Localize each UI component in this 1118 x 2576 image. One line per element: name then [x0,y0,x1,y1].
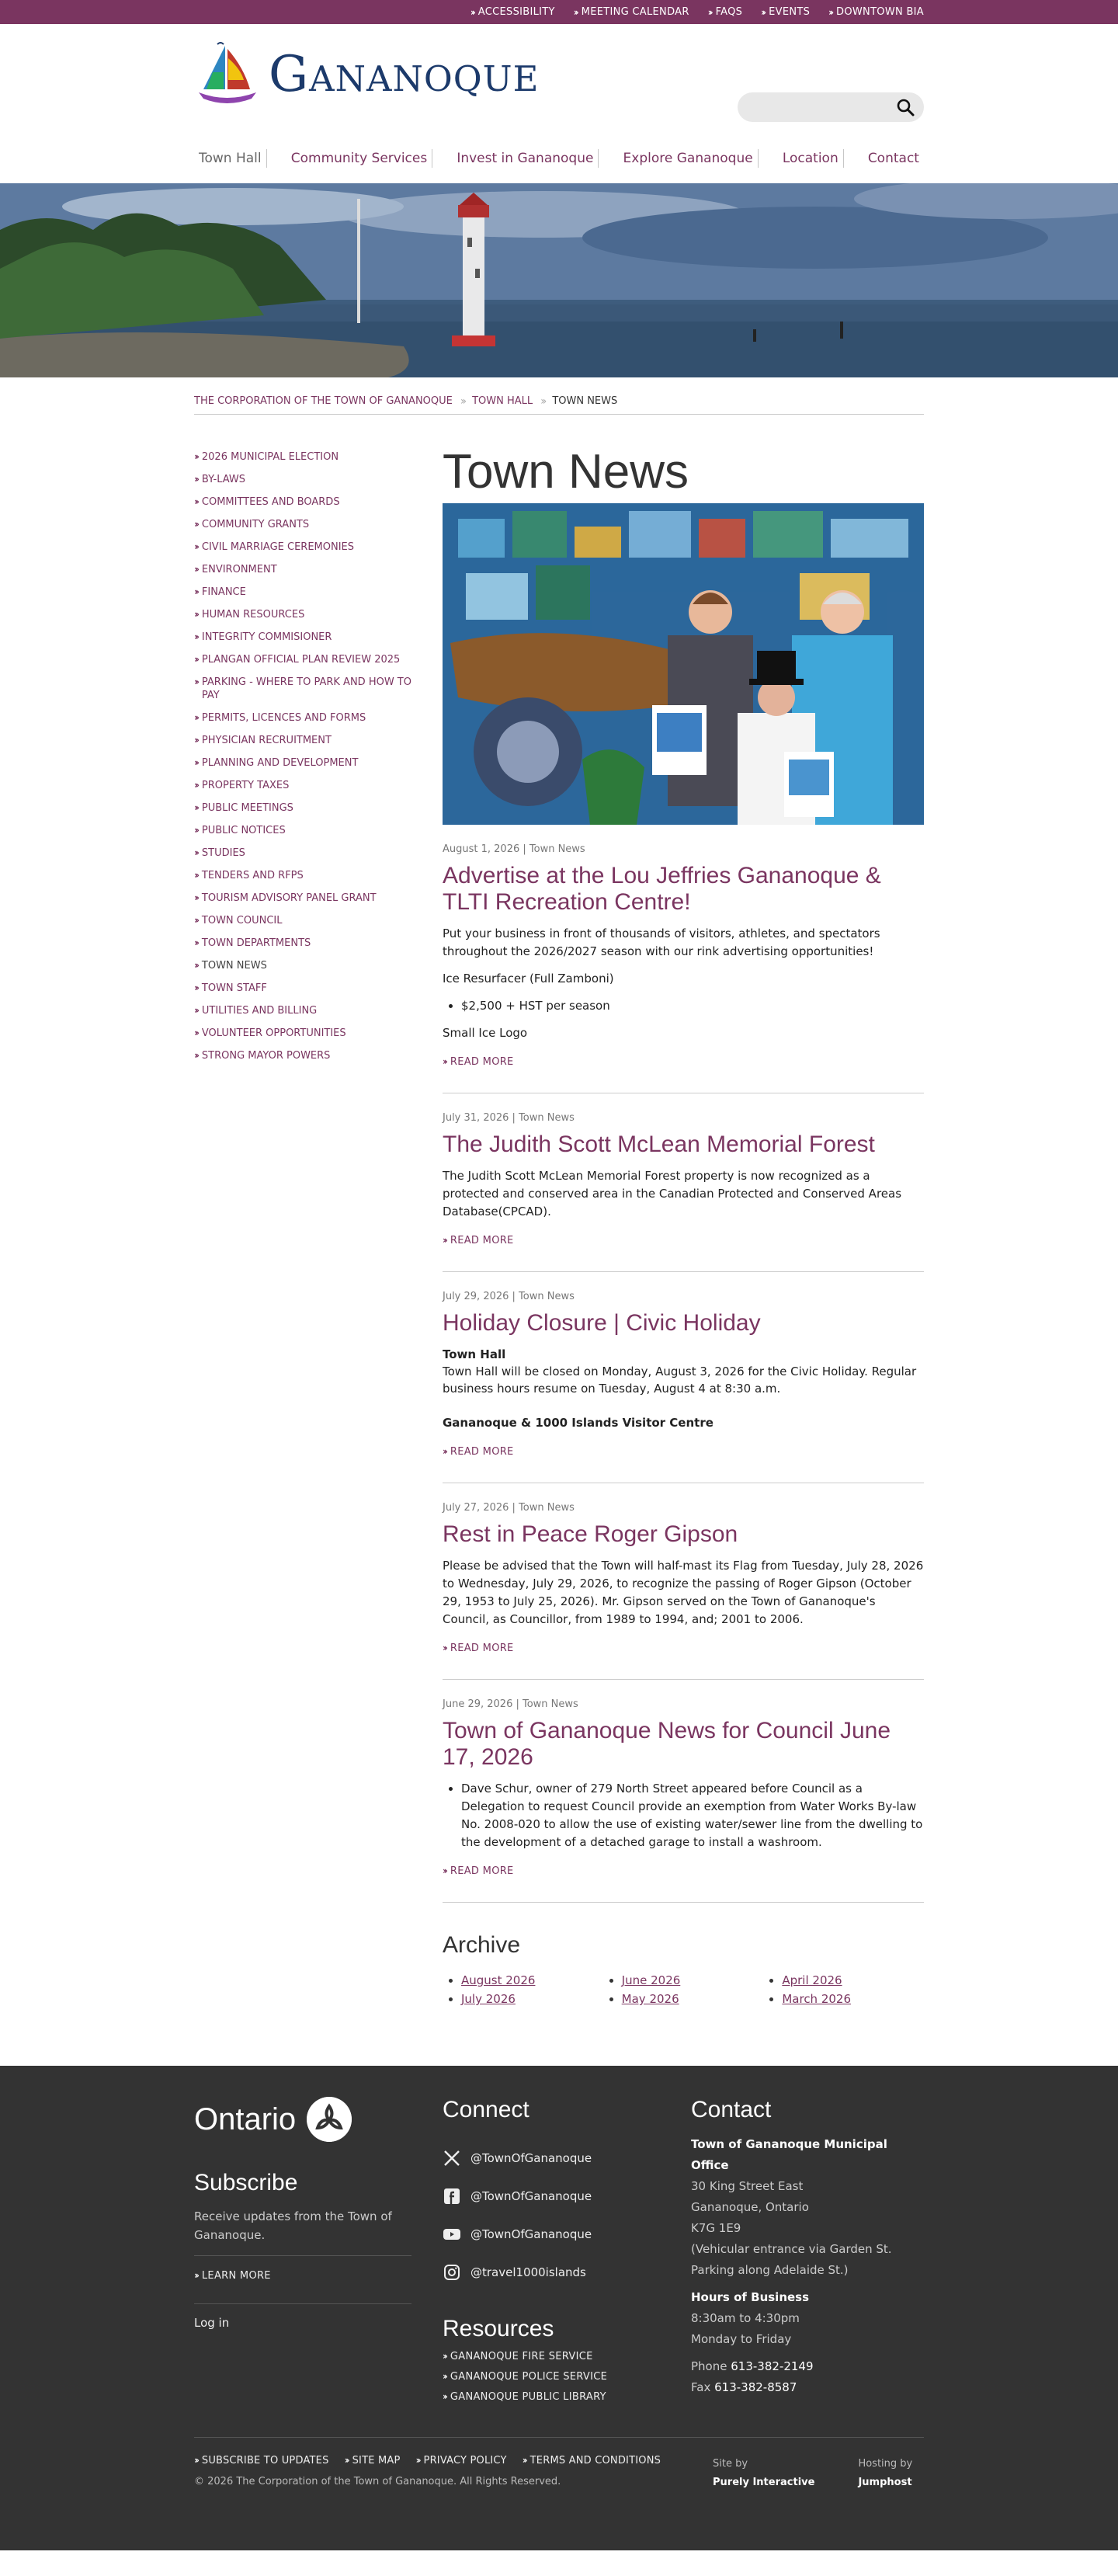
utility-bar [0,0,1118,24]
contact-title: Contact [691,2097,772,2122]
post-bullet: • Dave Schur, owner of 279 North Street appeared before Council as a Delegation to request Council provide an exemption from Water Works By-law No. 2008-020 to allow the use of existing water/sewer line from the dwelling to the development of a detached garage to install a washroom. [461,1780,924,1851]
learn-more-link[interactable]: ›› LEARN MORE [194,2270,271,2282]
social-instagram[interactable]: @travel1000islands [443,2253,691,2291]
subscribe-text: Receive updates from the Town of Gananoque. [194,2209,392,2242]
chevron-right-icon: ›› [194,1005,197,1016]
fax-number: 613-382-8587 [714,2380,797,2394]
chevron-right-icon: ›› [443,1235,446,1246]
news-post [443,1272,924,1483]
sidebar-item[interactable]: ›› TOWN COUNCIL [194,915,283,926]
search-box [738,92,924,122]
subscribe-title: Subscribe [194,2170,298,2195]
breadcrumb [194,388,924,415]
footer-link-privacy[interactable]: ›› PRIVACY POLICY [415,2455,507,2466]
sailboat-logo-icon [194,41,259,108]
news-post [443,1483,924,1680]
connect-title: Connect [443,2097,529,2122]
chevron-right-icon: ›› [194,654,197,665]
chevron-right-icon: ›› [522,2455,526,2466]
archive-link[interactable]: May 2026 [621,1992,679,2006]
sidebar-item[interactable]: ›› STRONG MAYOR POWERS [194,1050,331,1062]
sidebar-item[interactable]: ›› CIVIL MARRIAGE CEREMONIES [194,541,355,553]
featured-news-image[interactable] [443,503,924,825]
youtube-icon [443,2225,461,2244]
social-facebook[interactable]: @TownOfGananoque [443,2177,691,2215]
read-more-link[interactable]: ›› READ MORE [443,1865,514,1877]
nav-community-services[interactable]: Community Services [286,149,432,168]
nav-town-hall[interactable]: Town Hall [194,149,267,168]
resource-link-police[interactable]: ›› GANANOQUE POLICE SERVICE [443,2371,608,2383]
read-more-link[interactable]: ›› READ MORE [443,1643,514,1654]
post-title-link[interactable]: Rest in Peace Roger Gipson [443,1521,738,1547]
phone-link[interactable]: 613-382-2149 [731,2359,814,2373]
copyright: © 2026 The Corporation of the Town of Gananoque. All Rights Reserved. [194,2476,561,2487]
archive-link[interactable]: August 2026 [461,1973,536,1987]
news-post [443,825,924,1093]
sidebar-item[interactable]: ›› PARKING - WHERE TO PARK AND HOW TO PAY [194,676,411,701]
sidebar-item[interactable]: ›› PLANGAN OFFICIAL PLAN REVIEW 2025 [194,654,401,666]
sidebar-item[interactable]: ›› HUMAN RESOURCES [194,609,305,621]
post-excerpt: Put your business in front of thousands of visitors, athletes, and spectators throughout the 2026/2027 season with our rink advertising opportunities! [443,926,880,958]
post-title-link[interactable]: Town of Gananoque News for Council June 17, 2026 [443,1718,891,1770]
ontario-trillium-icon [307,2097,352,2142]
chevron-right-icon: ›› [194,825,197,836]
archive-title: Archive [443,1932,521,1958]
sidebar-item[interactable]: ›› TENDERS AND RFPS [194,870,304,881]
chevron-right-icon: ›› [194,586,197,597]
x-twitter-icon [443,2149,461,2168]
post-excerpt: The Judith Scott McLean Memorial Forest property is now recognized as a protected and conserved area in the Canadian Protected and Conserved Areas Database(CPCAD). [443,1169,902,1218]
archive-link[interactable]: June 2026 [621,1973,681,1987]
footer-link-terms[interactable]: ›› TERMS AND CONDITIONS [522,2455,661,2466]
post-meta: July 27, 2026 | Town News [443,1502,575,1514]
chevron-right-icon: ›› [194,937,197,948]
sidebar-item[interactable]: ›› VOLUNTEER OPPORTUNITIES [194,1027,346,1039]
facebook-icon [443,2187,461,2206]
sidebar-item[interactable]: ›› PLANNING AND DEVELOPMENT [194,757,359,769]
post-bullet: • $2,500 + HST per season [461,997,924,1015]
chevron-right-icon: ›› [828,6,832,18]
chevron-right-icon: ›› [194,496,197,507]
utility-link-downtown-bia[interactable]: ›› DOWNTOWN BIA [828,6,924,18]
utility-link-meeting-calendar[interactable]: ›› MEETING CALENDAR [573,6,689,18]
archive-link[interactable]: April 2026 [782,1973,842,1987]
footer-link-subscribe[interactable]: ›› SUBSCRIBE TO UPDATES [194,2455,329,2466]
post-subheading: Gananoque & 1000 Islands Visitor Centre [443,1416,714,1430]
hosting-link[interactable]: Jumphost [858,2477,912,2488]
chevron-right-icon: ›› [194,676,197,687]
news-post [443,1093,924,1272]
section-sidebar-nav [194,446,427,2008]
main-content [443,446,924,2008]
read-more-link[interactable]: ›› READ MORE [443,1056,514,1068]
chevron-right-icon: ›› [194,1027,197,1038]
nav-contact[interactable]: Contact [867,151,919,166]
sidebar-item-current[interactable]: ›› TOWN NEWS [194,960,267,972]
chevron-right-icon: ›› [470,6,474,18]
breadcrumb-link-corporation[interactable]: THE CORPORATION OF THE TOWN OF GANANOQUE [194,395,453,407]
instagram-icon [443,2263,461,2282]
sidebar-item[interactable]: ›› ENVIRONMENT [194,564,277,575]
site-credit: Site by Purely Interactive [713,2458,815,2488]
post-meta: July 29, 2026 | Town News [443,1291,575,1302]
chevron-right-icon: ›› [443,2391,446,2402]
search-icon[interactable] [896,98,915,116]
resources-title: Resources [443,2316,554,2341]
utility-link-accessibility[interactable]: ›› ACCESSIBILITY [470,6,555,18]
sidebar-item[interactable]: ›› TOWN STAFF [194,982,267,994]
archive-section [443,1932,924,2008]
sidebar-item[interactable]: ›› UTILITIES AND BILLING [194,1005,318,1017]
nav-invest[interactable]: Invest in Gananoque [452,149,599,168]
chevron-right-icon: ›› [415,2455,419,2466]
chevron-right-icon: ›› [540,395,545,408]
sidebar-item[interactable]: ›› PUBLIC MEETINGS [194,802,293,814]
post-meta: August 1, 2026 | Town News [443,843,585,855]
nav-location[interactable]: Location [778,149,844,168]
utility-link-faqs[interactable]: ›› FAQS [707,6,743,18]
site-footer [0,2066,1118,2550]
read-more-link[interactable]: ›› READ MORE [443,1235,514,1246]
hero-banner-image [0,183,1118,377]
post-title-link[interactable]: Holiday Closure | Civic Holiday [443,1310,761,1336]
sidebar-item[interactable]: ›› PROPERTY TAXES [194,780,290,791]
chevron-right-icon: ›› [194,564,197,575]
breadcrumb-link-town-hall[interactable]: TOWN HALL [472,395,533,407]
chevron-right-icon: ›› [194,474,197,485]
chevron-right-icon: ›› [707,6,711,18]
chevron-right-icon: ›› [344,2455,348,2466]
site-name: Gananoque [269,46,540,103]
chevron-right-icon: ›› [443,1643,446,1653]
chevron-right-icon: ›› [194,757,197,768]
post-excerpt: Small Ice Logo [443,1026,528,1040]
archive-link[interactable]: July 2026 [461,1992,516,2006]
chevron-right-icon: ›› [460,395,465,408]
contact-info: Town of Gananoque Municipal Office 30 King Street East Gananoque, Ontario K7G 1E9 (Vehicular entrance via Garden St. Parking along Adelaide St.) Hours of Business 8:30am to 4:30pm Monday to Friday Phone 613-382-2149 Fax 613-382-8587 [691,2137,892,2394]
resource-link-library[interactable]: ›› GANANOQUE PUBLIC LIBRARY [443,2391,606,2403]
chevron-right-icon: ›› [573,6,577,18]
post-subheading: Town Hall [443,1347,506,1361]
post-meta: July 31, 2026 | Town News [443,1112,575,1124]
chevron-right-icon: ›› [194,960,197,971]
chevron-right-icon: ›› [443,2351,446,2362]
sidebar-item[interactable]: ›› COMMITTEES AND BOARDS [194,496,340,508]
main-nav [194,149,924,168]
post-excerpt: Ice Resurfacer (Full Zamboni) [443,972,614,986]
sidebar-item[interactable]: ›› PERMITS, LICENCES AND FORMS [194,712,366,724]
chevron-right-icon: ›› [443,1446,446,1457]
footer-bottom [194,2437,924,2492]
post-title-link[interactable]: The Judith Scott McLean Memorial Forest [443,1132,875,1157]
sidebar-item[interactable]: ›› INTEGRITY COMMISIONER [194,631,332,643]
chevron-right-icon: ›› [194,915,197,926]
site-header [0,24,1118,166]
chevron-right-icon: ›› [194,735,197,746]
sidebar-item[interactable]: ›› TOWN DEPARTMENTS [194,937,311,949]
chevron-right-icon: ›› [443,1865,446,1876]
news-post [443,1680,924,1903]
chevron-right-icon: ›› [194,847,197,858]
utility-link-events[interactable]: ›› EVENTS [761,6,811,18]
divider [194,2255,411,2256]
social-x[interactable]: @TownOfGananoque [443,2139,691,2177]
login-link[interactable]: Log in [194,2316,230,2330]
site-logo[interactable] [194,41,539,108]
chevron-right-icon: ›› [194,982,197,993]
sidebar-item[interactable]: ›› PUBLIC NOTICES [194,825,286,836]
chevron-right-icon: ›› [443,1056,446,1067]
chevron-right-icon: ›› [761,6,765,18]
sidebar-item[interactable]: ›› COMMUNITY GRANTS [194,519,310,530]
footer-link-sitemap[interactable]: ›› SITE MAP [344,2455,401,2466]
chevron-right-icon: ›› [194,1050,197,1061]
social-youtube[interactable]: @TownOfGananoque [443,2215,691,2253]
hours-title: Hours of Business [691,2290,810,2304]
lighthouse-scene [0,183,1118,377]
read-more-link[interactable]: ›› READ MORE [443,1446,514,1458]
sidebar-item[interactable]: ›› STUDIES [194,847,245,859]
chevron-right-icon: ›› [194,451,197,462]
chevron-right-icon: ›› [194,519,197,530]
chevron-right-icon: ›› [194,631,197,642]
chevron-right-icon: ›› [194,2455,197,2466]
chevron-right-icon: ›› [194,609,197,620]
chevron-right-icon: ›› [194,712,197,723]
sidebar-item[interactable]: ›› BY-LAWS [194,474,246,485]
page-title: Town News [443,445,689,499]
sidebar-item[interactable]: ›› TOURISM ADVISORY PANEL GRANT [194,892,377,904]
chevron-right-icon: ›› [194,802,197,813]
chevron-right-icon: ›› [194,541,197,552]
resource-link-fire[interactable]: ›› GANANOQUE FIRE SERVICE [443,2351,593,2362]
post-excerpt: Town Hall will be closed on Monday, August 3, 2026 for the Civic Holiday. Regular business hours resume on Tuesday, August 4 at 8:30 a.m. [443,1364,917,1396]
chevron-right-icon: ›› [443,2371,446,2382]
breadcrumb-current: TOWN NEWS [552,395,618,407]
search-input[interactable] [738,92,885,122]
chevron-right-icon: ›› [194,870,197,881]
site-by-link[interactable]: Purely Interactive [713,2477,815,2488]
divider [194,2303,411,2304]
sidebar-item[interactable]: ›› FINANCE [194,586,246,598]
post-meta: June 29, 2026 | Town News [443,1698,578,1710]
sidebar-item[interactable]: ›› PHYSICIAN RECRUITMENT [194,735,332,746]
chevron-right-icon: ›› [194,892,197,903]
ontario-logo[interactable]: Ontario [194,2097,443,2142]
post-title-link[interactable]: Advertise at the Lou Jeffries Gananoque & TLTI Recreation Centre! [443,863,881,915]
nav-explore[interactable]: Explore Gananoque [619,149,759,168]
chevron-right-icon: ›› [194,2270,197,2281]
mosaic-mural-photo [443,503,924,825]
archive-link[interactable]: March 2026 [782,1992,852,2006]
post-excerpt: Please be advised that the Town will half-mast its Flag from Tuesday, July 28, 2026 to Wednesday, July 29, 2026, to recognize the passing of Roger Gipson (October 29, 1953 to July 25, 2026). Mr. Gipson served on the Town of Gananoque's Council, as Councillor, from 1989 to 1994, and; 2001 to 2006. [443,1559,924,1626]
hosting-credit: Hosting by Jumphost [858,2458,913,2488]
sidebar-item[interactable]: ›› 2026 MUNICIPAL ELECTION [194,451,339,463]
office-name: Town of Gananoque Municipal Office [691,2137,887,2172]
chevron-right-icon: ›› [194,780,197,791]
